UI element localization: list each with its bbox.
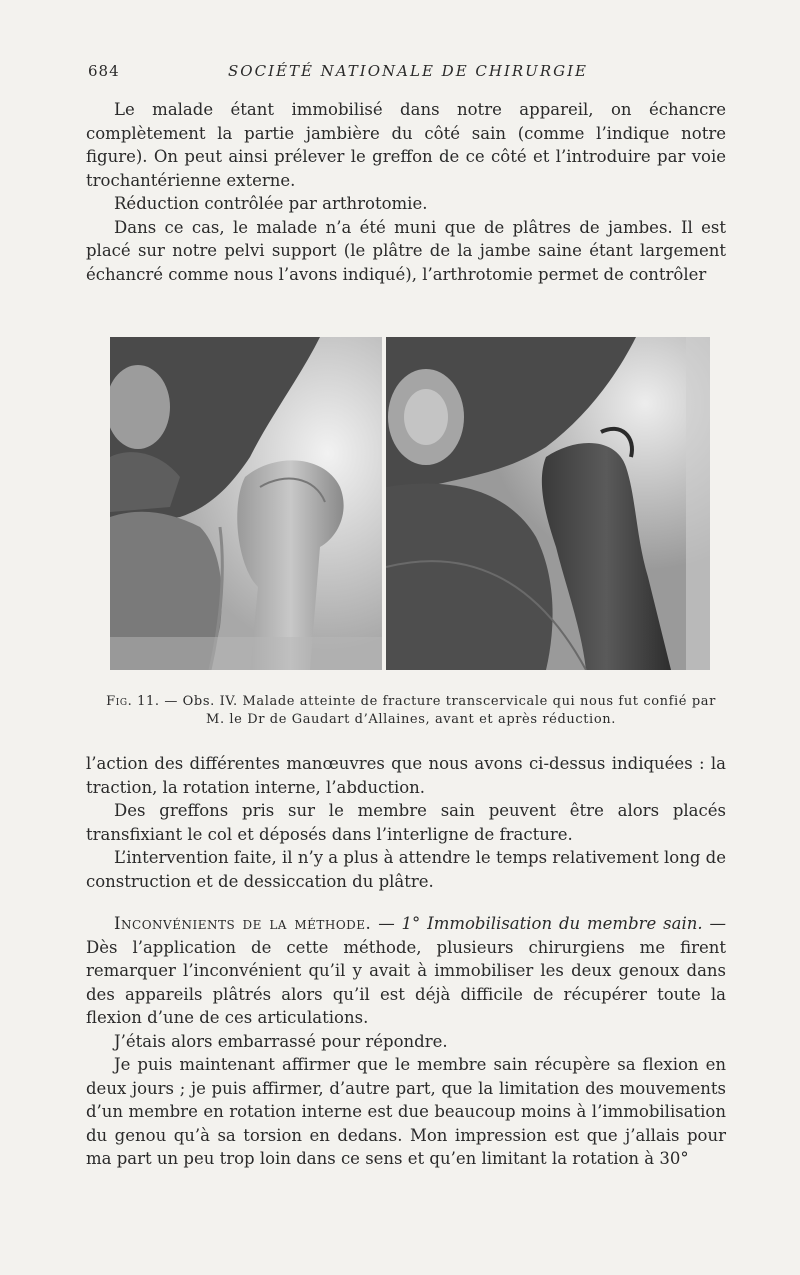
body-text-middle: [86, 752, 726, 893]
figure-xrays: [110, 337, 710, 670]
paragraph: J’étais alors embarrassé pour répondre.: [114, 1031, 448, 1051]
section-heading: Inconvénients de la méthode.: [114, 914, 372, 933]
page-number: 684: [88, 62, 120, 80]
body-text-bottom: [86, 912, 726, 1171]
paragraph: Dans ce cas, le malade n’a été muni que de plâtres de jambes. Il est placé sur notre pelvi support (le plâtre de la jambe saine étant largement échancré comme nous l’avons indiqué), l’arthrotomie permet de contrôler: [86, 217, 726, 284]
page-header: [88, 62, 728, 84]
figure-caption-text: — Obs. IV. Malade atteinte de fracture transcervicale qui nous fut confié par M. le Dr de Gaudart d’Allaines, avant et après réduction.: [164, 694, 716, 727]
body-text-top: [86, 98, 726, 286]
section-first-paragraph: [86, 912, 726, 1030]
paragraph: Je puis maintenant affirmer que le membre sain récupère sa flexion en deux jours ; je puis affirmer, d’autre part, que la limitation des mouvements d’un membre en rotation interne est due beaucoup moins à l’immobilisation du genou qu’à sa torsion en dedans. Mon impression est que j’allais pour ma part un peu trop loin dans ce sens et qu’en limitant la rotation à 30°: [86, 1055, 726, 1168]
paragraph: Le malade étant immobilisé dans notre appareil, on échancre complètement la partie jambière du côté sain (comme l’indique notre figure). On peut ainsi prélever le greffon de ce côté et l’introduire par voie trochantérienne externe.: [86, 100, 726, 190]
paragraph: Réduction contrôlée par arthrotomie.: [114, 194, 428, 213]
paragraph: L’intervention faite, il n’y a plus à attendre le temps relativement long de construction et de dessiccation du plâtre.: [86, 848, 726, 891]
section-first-paragraph-text: Dès l’application de cette méthode, plusieurs chirurgiens me firent remarquer l’inconvénient qu’il y avait à immobiliser les deux genoux dans des appareils plâtrés alors qu’il est déjà difficile de récupérer toute la flexion d’une de ces articulations.: [86, 937, 726, 1027]
running-head: SOCIÉTÉ NATIONALE DE CHIRURGIE: [228, 62, 588, 80]
figure-label: Fig. 11.: [106, 694, 160, 709]
paragraph: l’action des différentes manœuvres que nous avons ci-dessus indiquées : la traction, la rotation interne, l’abduction.: [86, 754, 726, 797]
section-subheading: — 1° Immobilisation du membre sain. —: [378, 914, 726, 933]
xray-hip-after-reduction-icon: [386, 337, 710, 670]
paragraph: Des greffons pris sur le membre sain peuvent être alors placés transfixiant le col et déposés dans l’interligne de fracture.: [86, 801, 726, 844]
figure-caption: [96, 693, 726, 729]
xray-hip-before-reduction-icon: [110, 337, 382, 670]
